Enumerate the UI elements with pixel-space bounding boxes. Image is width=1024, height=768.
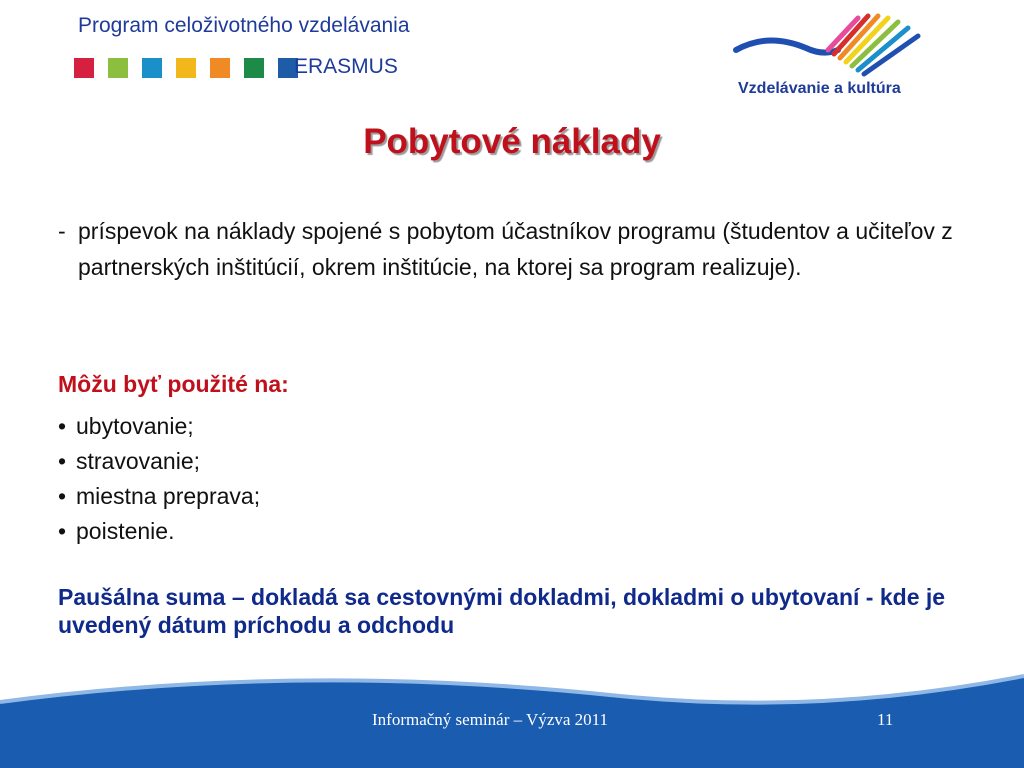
- bullet: •: [58, 448, 67, 474]
- lump-sum-note: Paušálna suma – dokladá sa cestovnými dokladmi, dokladmi o ubytovaní - kde je uvedený dátum príchodu a odchodu: [58, 584, 946, 638]
- intro-text: príspevok na náklady spojené s pobytom účastníkov programu (študentov a učiteľov z partnerských inštitúcií, okrem inštitúcie, na ktorej sa program realizuje).: [78, 218, 953, 280]
- bullet: •: [58, 413, 67, 439]
- uses-heading: Môžu byť použité na:: [58, 371, 289, 397]
- page-number: 11: [877, 710, 894, 729]
- slide-title: Pobytové náklady: [363, 122, 661, 161]
- intro-dash: -: [58, 218, 66, 244]
- bullet: •: [58, 518, 67, 544]
- list-item-text: poistenie.: [76, 518, 175, 544]
- list-item: [58, 514, 260, 549]
- culture-logo: [728, 4, 928, 104]
- footer-center-text: Informačný seminár – Výzva 2011: [372, 710, 609, 729]
- list-item: [58, 409, 260, 444]
- list-item: [58, 479, 260, 514]
- list-item-text: ubytovanie;: [76, 413, 194, 439]
- list-item: [58, 444, 260, 479]
- color-square: [244, 58, 264, 78]
- program-title: Program celoživotného vzdelávania: [78, 14, 410, 37]
- uses-list: [58, 409, 260, 549]
- color-square: [108, 58, 128, 78]
- color-squares: [74, 58, 298, 78]
- color-square: [210, 58, 230, 78]
- color-square: [176, 58, 196, 78]
- list-item-text: miestna preprava;: [76, 483, 261, 509]
- intro-paragraph: [58, 213, 958, 285]
- bullet: •: [58, 483, 67, 509]
- color-square: [74, 58, 94, 78]
- logo-text: Vzdelávanie a kultúra: [738, 80, 901, 97]
- bird-icon: [728, 4, 928, 80]
- erasmus-label: ERASMUS: [294, 55, 398, 78]
- color-square: [142, 58, 162, 78]
- list-item-text: stravovanie;: [76, 448, 201, 474]
